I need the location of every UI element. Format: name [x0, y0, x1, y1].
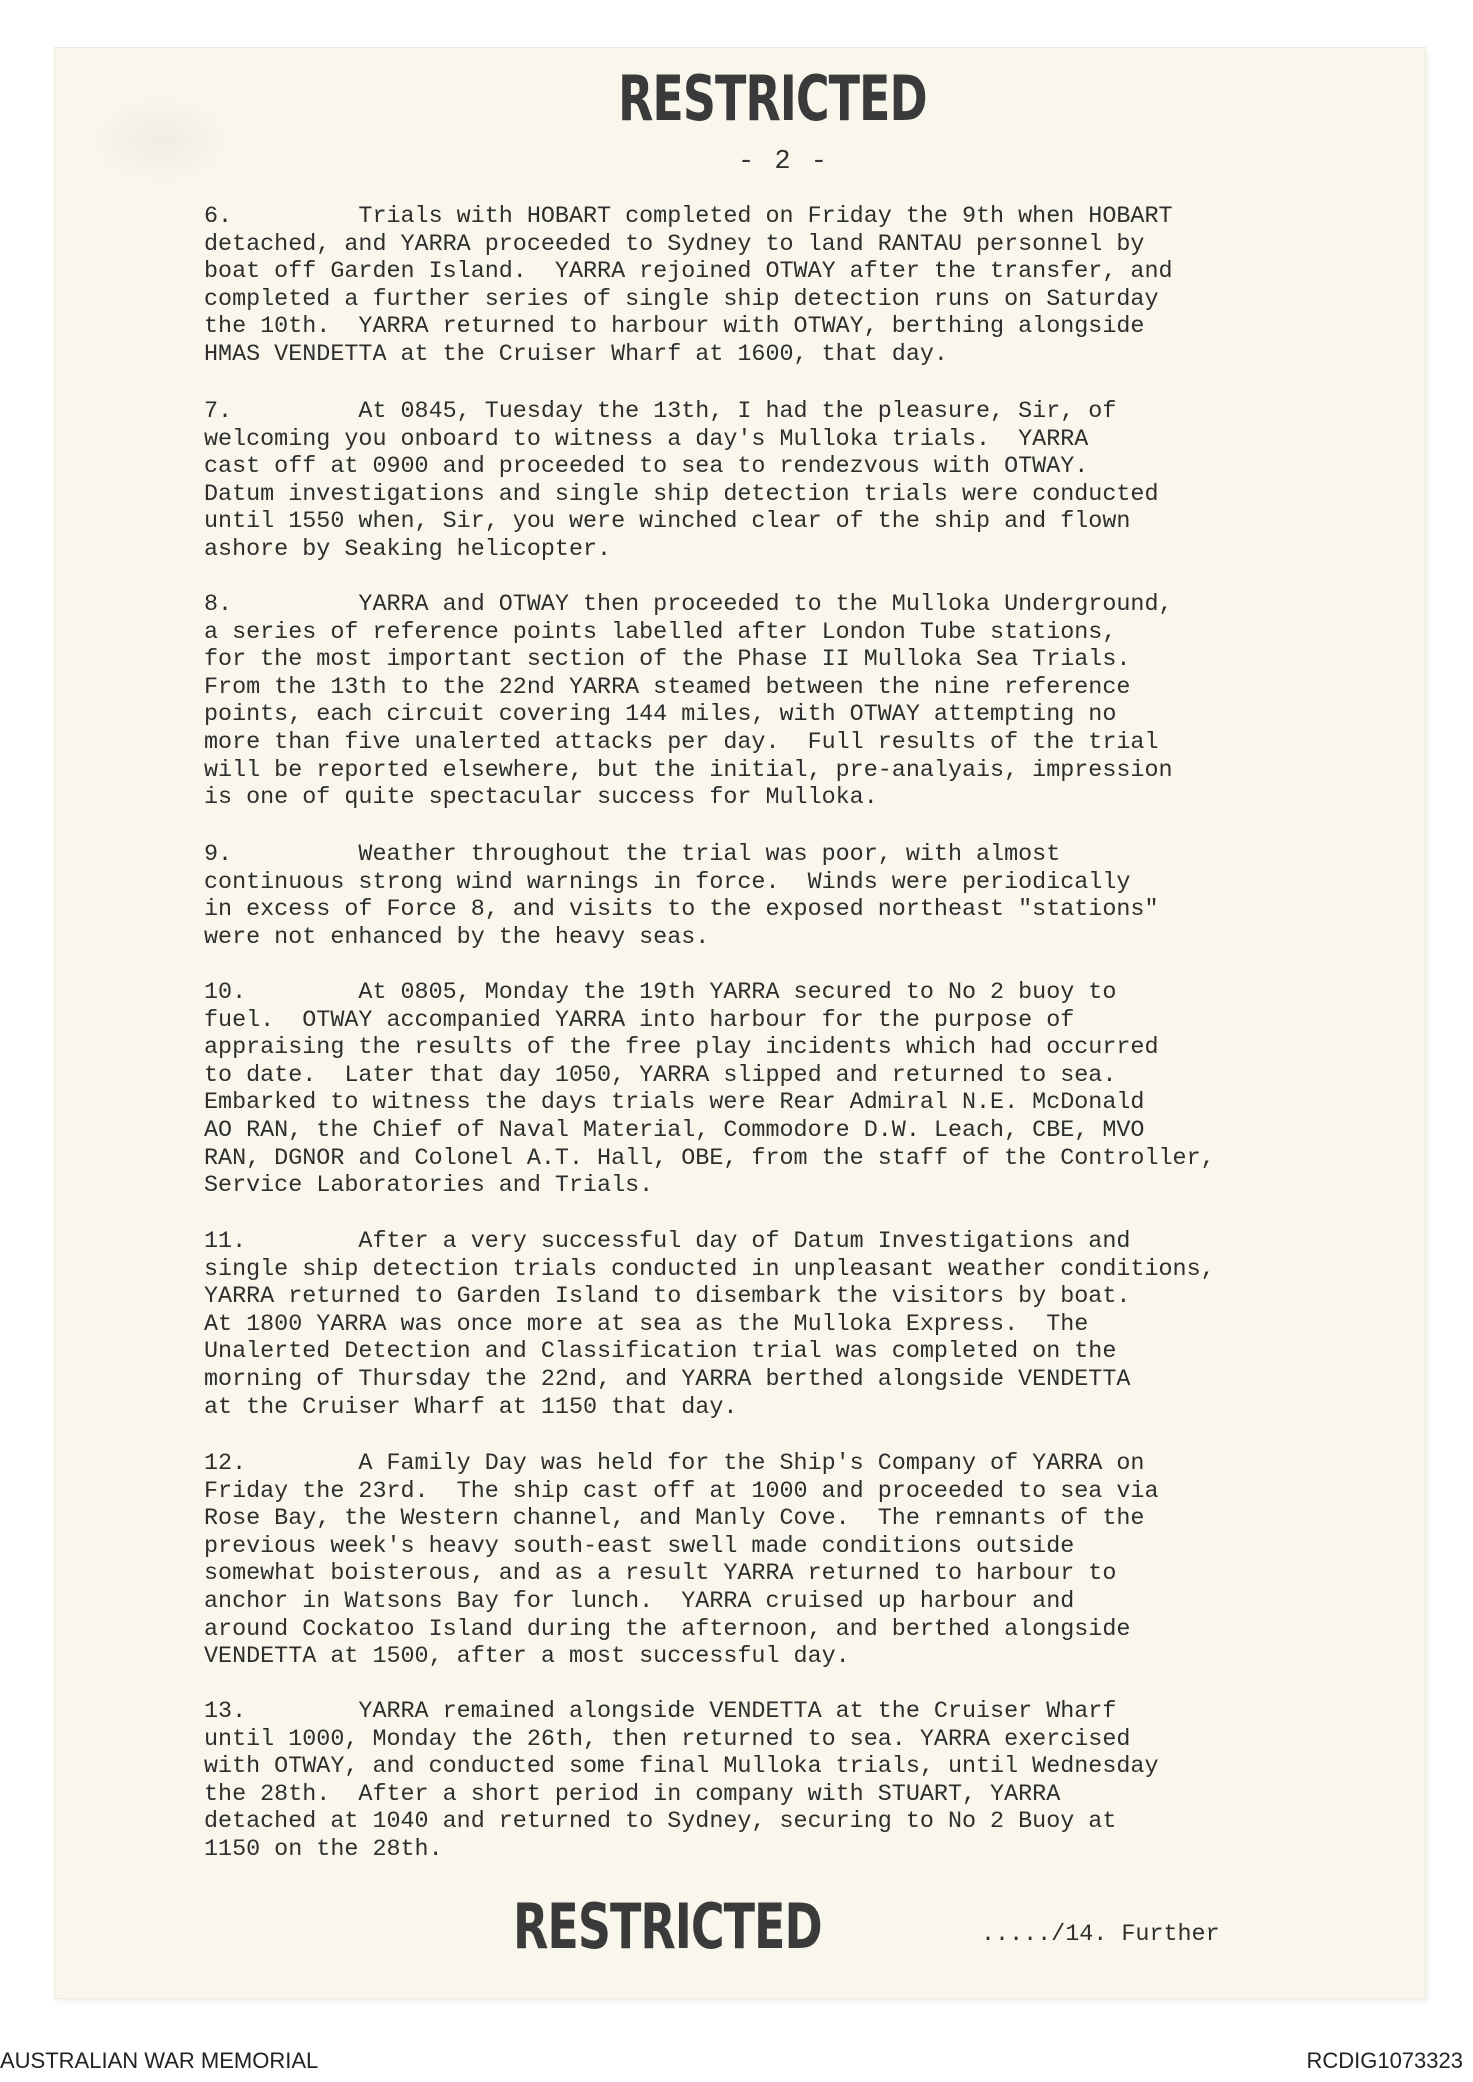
text-line: appraising the results of the free play incidents which had occurred: [204, 1035, 1159, 1062]
text-line: the 28th. After a short period in company with STUART, YARRA: [204, 1781, 1061, 1808]
text-line: is one of quite spectacular success for Mulloka.: [204, 785, 878, 812]
text-line: Friday the 23rd. The ship cast off at 1000 and proceeded to sea via: [204, 1478, 1159, 1505]
text-line: to date. Later that day 1050, YARRA slipped and returned to sea.: [204, 1062, 1117, 1089]
text-line: will be reported elsewhere, but the initial, pre-analyais, impression: [204, 757, 1173, 784]
paragraph-12: [204, 1451, 1424, 1672]
text-line: cast off at 0900 and proceeded to sea to rendezvous with OTWAY.: [204, 454, 1089, 481]
paragraph-11: [204, 1229, 1424, 1422]
text-line: Unalerted Detection and Classification trial was completed on the: [204, 1339, 1117, 1366]
text-line: YARRA returned to Garden Island to disembark the visitors by boat.: [204, 1284, 1131, 1311]
text-line: the 10th. YARRA returned to harbour with OTWAY, berthing alongside: [204, 314, 1145, 341]
text-line: Service Laboratories and Trials.: [204, 1173, 654, 1200]
paragraph-7: [204, 399, 1424, 565]
text-line: 9. Weather throughout the trial was poor, with almost: [204, 842, 1061, 868]
text-line: Embarked to witness the days trials were Rear Admiral N.E. McDonald: [204, 1090, 1145, 1117]
text-line: until 1000, Monday the 26th, then returned to sea. YARRA exercised: [204, 1726, 1131, 1753]
text-line: with OTWAY, and conducted some final Mulloka trials, until Wednesday: [204, 1754, 1159, 1781]
continuation-note: ...../14. Further: [981, 1922, 1220, 1948]
paragraph-13: [204, 1699, 1424, 1865]
text-line: HMAS VENDETTA at the Cruiser Wharf at 1600, that day.: [204, 341, 948, 368]
text-line: more than five unalerted attacks per day. Full results of the trial: [204, 729, 1159, 756]
text-line: 12. A Family Day was held for the Ship's Company of YARRA on: [204, 1451, 1145, 1477]
text-line: RAN, DGNOR and Colonel A.T. Hall, OBE, from the staff of the Controller,: [204, 1145, 1215, 1172]
paragraph-9: [204, 842, 1424, 952]
text-line: fuel. OTWAY accompanied YARRA into harbour for the purpose of: [204, 1007, 1075, 1034]
paragraph-10: [204, 980, 1424, 1201]
text-line: in excess of Force 8, and visits to the exposed northeast "stations": [204, 897, 1159, 924]
text-line: AO RAN, the Chief of Naval Material, Commodore D.W. Leach, CBE, MVO: [204, 1117, 1145, 1144]
text-line: ashore by Seaking helicopter.: [204, 536, 612, 563]
text-line: 10. At 0805, Monday the 19th YARRA secured to No 2 buoy to: [204, 980, 1117, 1006]
text-line: a series of reference points labelled after London Tube stations,: [204, 619, 1117, 646]
text-line: morning of Thursday the 22nd, and YARRA berthed alongside VENDETTA: [204, 1366, 1131, 1393]
text-line: until 1550 when, Sir, you were winched clear of the ship and flown: [204, 509, 1131, 536]
text-line: 13. YARRA remained alongside VENDETTA at the Cruiser Wharf: [204, 1699, 1117, 1725]
text-line: previous week's heavy south-east swell made conditions outside: [204, 1533, 1075, 1560]
text-line: detached at 1040 and returned to Sydney, securing to No 2 Buoy at: [204, 1809, 1117, 1836]
text-line: detached, and YARRA proceeded to Sydney to land RANTAU personnel by: [204, 231, 1145, 258]
text-line: at the Cruiser Wharf at 1150 that day.: [204, 1394, 738, 1421]
text-line: From the 13th to the 22nd YARRA steamed between the nine reference: [204, 674, 1131, 701]
text-line: continuous strong wind warnings in force. Winds were periodically: [204, 869, 1131, 896]
text-line: 6. Trials with HOBART completed on Friday the 9th when HOBART: [204, 204, 1173, 230]
text-line: 8. YARRA and OTWAY then proceeded to the Mulloka Underground,: [204, 592, 1173, 618]
text-line: single ship detection trials conducted in unpleasant weather conditions,: [204, 1256, 1215, 1283]
paragraph-8: [204, 592, 1424, 813]
text-line: points, each circuit covering 144 miles, with OTWAY attempting no: [204, 702, 1117, 729]
text-line: anchor in Watsons Bay for lunch. YARRA cruised up harbour and: [204, 1588, 1075, 1615]
archive-record-id: RCDIG1073323: [1306, 2048, 1463, 2073]
text-line: around Cockatoo Island during the afternoon, and berthed alongside: [204, 1616, 1131, 1643]
text-line: welcoming you onboard to witness a day's Mulloka trials. YARRA: [204, 426, 1089, 453]
footer-restricted-stamp: RESTRICTED: [513, 1890, 822, 1963]
page-number: - 2 -: [738, 147, 830, 177]
paragraph-6: [204, 204, 1424, 370]
text-line: boat off Garden Island. YARRA rejoined OTWAY after the transfer, and: [204, 259, 1173, 286]
text-line: Datum investigations and single ship detection trials were conducted: [204, 481, 1159, 508]
paper-crease-mark: [90, 95, 230, 185]
text-line: completed a further series of single ship detection runs on Saturday: [204, 286, 1159, 313]
text-line: somewhat boisterous, and as a result YARRA returned to harbour to: [204, 1561, 1117, 1588]
text-line: Rose Bay, the Western channel, and Manly Cove. The remnants of the: [204, 1506, 1145, 1533]
archive-source-label: AUSTRALIAN WAR MEMORIAL: [0, 2048, 319, 2073]
text-line: At 1800 YARRA was once more at sea as the Mulloka Express. The: [204, 1311, 1089, 1338]
header-restricted-stamp: RESTRICTED: [618, 62, 927, 135]
text-line: 11. After a very successful day of Datum Investigations and: [204, 1229, 1131, 1255]
text-line: were not enhanced by the heavy seas.: [204, 924, 710, 951]
text-line: 1150 on the 28th.: [204, 1836, 443, 1863]
text-line: for the most important section of the Phase II Mulloka Sea Trials.: [204, 647, 1131, 674]
text-line: VENDETTA at 1500, after a most successful day.: [204, 1644, 850, 1671]
text-line: 7. At 0845, Tuesday the 13th, I had the pleasure, Sir, of: [204, 399, 1117, 425]
